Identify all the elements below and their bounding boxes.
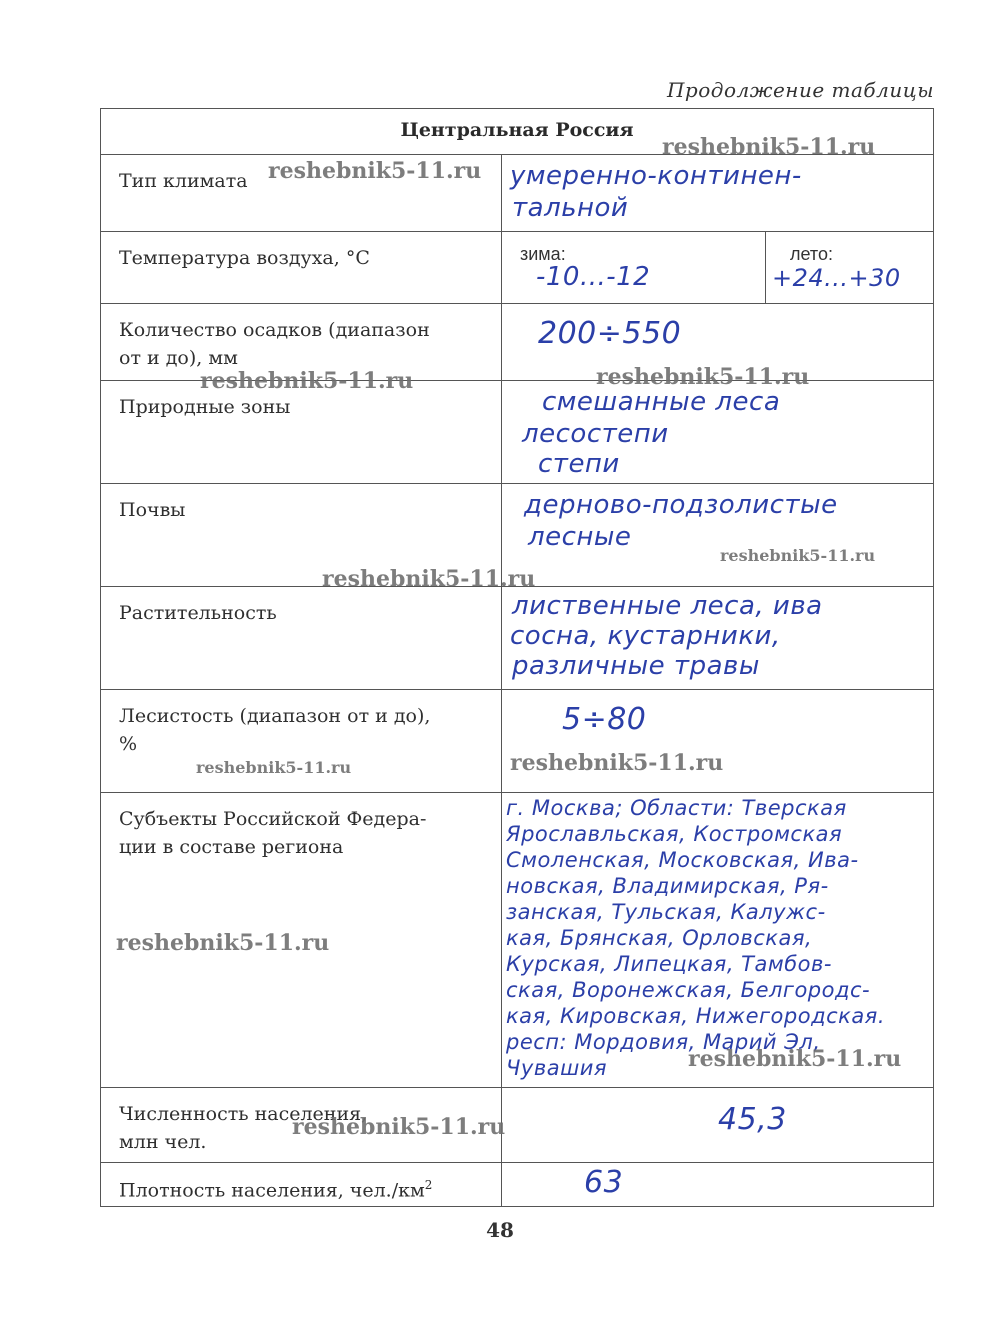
watermark: reshebnik5-11.ru [196, 758, 352, 777]
climate-value-line1: умеренно-континен- [510, 161, 802, 191]
row-label-density [101, 1163, 502, 1207]
watermark: reshebnik5-11.ru [322, 566, 536, 592]
temperature-label: Температура воздуха, °С [119, 247, 370, 269]
row-label-climate [101, 155, 502, 232]
density-label-sup: 2 [424, 1178, 433, 1192]
vegetation-value-line3: различные травы [512, 651, 760, 681]
winter-cell [502, 232, 766, 304]
row-label-temperature [101, 232, 502, 304]
subjects-value-cell [502, 793, 934, 1088]
summer-value: +24...+30 [772, 264, 901, 292]
page-number: 48 [486, 1218, 514, 1242]
table-continuation-caption: Продолжение таблицы [666, 78, 934, 102]
row-label-vegetation [101, 587, 502, 690]
table-row [101, 1163, 934, 1207]
population-label-line1: Численность населения, [119, 1103, 368, 1125]
climate-label: Тип климата [119, 170, 248, 192]
soils-value-line2: лесные [528, 522, 632, 552]
table-row [101, 690, 934, 793]
watermark: reshebnik5-11.ru [292, 1114, 506, 1140]
precipitation-label-line1: Количество осадков (диапазон [119, 319, 430, 341]
summer-label: лето: [790, 244, 833, 264]
table-row [101, 793, 934, 1088]
density-label: Плотность населения, чел./км [119, 1179, 425, 1202]
row-label-precipitation [101, 304, 502, 381]
precipitation-value: 200÷550 [538, 316, 682, 351]
vegetation-value-line1: лиственные леса, ива [512, 591, 823, 621]
watermark: reshebnik5-11.ru [662, 134, 876, 160]
density-value-cell [502, 1163, 934, 1207]
list-item: Смоленская, Московская, Ива- [506, 848, 859, 872]
climate-value-cell [502, 155, 934, 232]
subjects-label-line2: ции в составе региона [119, 836, 344, 858]
table-row [101, 304, 934, 381]
watermark: reshebnik5-11.ru [116, 930, 330, 956]
list-item: ская, Воронежская, Белгородс- [506, 978, 871, 1002]
list-item: респ: Мордовия, Марий Эл, [506, 1030, 821, 1054]
population-value-cell [502, 1088, 934, 1163]
forest-label-line2: % [119, 733, 138, 755]
table-row [101, 155, 934, 232]
soils-value-line1: дерново-подзолистые [524, 490, 838, 520]
subjects-value-list [506, 795, 885, 1081]
table-row [101, 484, 934, 587]
density-value: 63 [584, 1165, 624, 1200]
winter-label: зима: [520, 244, 566, 264]
list-item: кая, Брянская, Орловская, [506, 926, 813, 950]
summer-cell [766, 232, 934, 304]
watermark: reshebnik5-11.ru [596, 364, 810, 390]
list-item: Курская, Липецкая, Тамбов- [506, 952, 832, 976]
table-row [101, 232, 934, 304]
zones-value-cell [502, 381, 934, 484]
list-item: новская, Владимирская, Ря- [506, 874, 829, 898]
climate-value-line2: тальной [512, 193, 629, 223]
row-label-zones [101, 381, 502, 484]
subjects-label-line1: Субъекты Российской Федера- [119, 808, 427, 830]
region-table [100, 108, 934, 1207]
population-label-line2: млн чел. [119, 1131, 207, 1153]
forest-label-line1: Лесистость (диапазон от и до), [119, 705, 431, 727]
population-value: 45,3 [718, 1102, 787, 1137]
table-row [101, 381, 934, 484]
list-item: занская, Тульская, Калужс- [506, 900, 826, 924]
vegetation-value-line2: сосна, кустарники, [510, 621, 781, 651]
zones-label: Природные зоны [119, 396, 291, 418]
row-label-population [101, 1088, 502, 1163]
soils-value-cell [502, 484, 934, 587]
watermark: reshebnik5-11.ru [688, 1046, 902, 1072]
soils-label: Почвы [119, 499, 186, 521]
precipitation-label-line2: от и до), мм [119, 347, 238, 369]
zones-value-line3: степи [538, 449, 620, 479]
table-title: Центральная Россия [101, 109, 934, 155]
watermark: reshebnik5-11.ru [720, 546, 876, 565]
forest-value: 5÷80 [562, 702, 647, 737]
row-label-forest [101, 690, 502, 793]
winter-value: -10...-12 [536, 262, 651, 292]
vegetation-value-cell [502, 587, 934, 690]
table-row [101, 587, 934, 690]
forest-value-cell [502, 690, 934, 793]
list-item: Ярославльская, Костромская [506, 822, 843, 846]
table-row [101, 1088, 934, 1163]
zones-value-line1: смешанные леса [542, 387, 781, 417]
precipitation-value-cell [502, 304, 934, 381]
watermark: reshebnik5-11.ru [268, 158, 482, 184]
zones-value-line2: лесостепи [522, 419, 669, 449]
row-label-subjects [101, 793, 502, 1088]
watermark: reshebnik5-11.ru [200, 368, 414, 394]
list-item: кая, Кировская, Нижегородская. [506, 1004, 885, 1028]
watermark: reshebnik5-11.ru [510, 750, 724, 776]
row-label-soils [101, 484, 502, 587]
density-label-wrap [119, 1171, 489, 1204]
list-item: г. Москва; Области: Тверская [506, 796, 847, 820]
list-item: Чувашия [506, 1056, 608, 1080]
vegetation-label: Растительность [119, 602, 277, 624]
